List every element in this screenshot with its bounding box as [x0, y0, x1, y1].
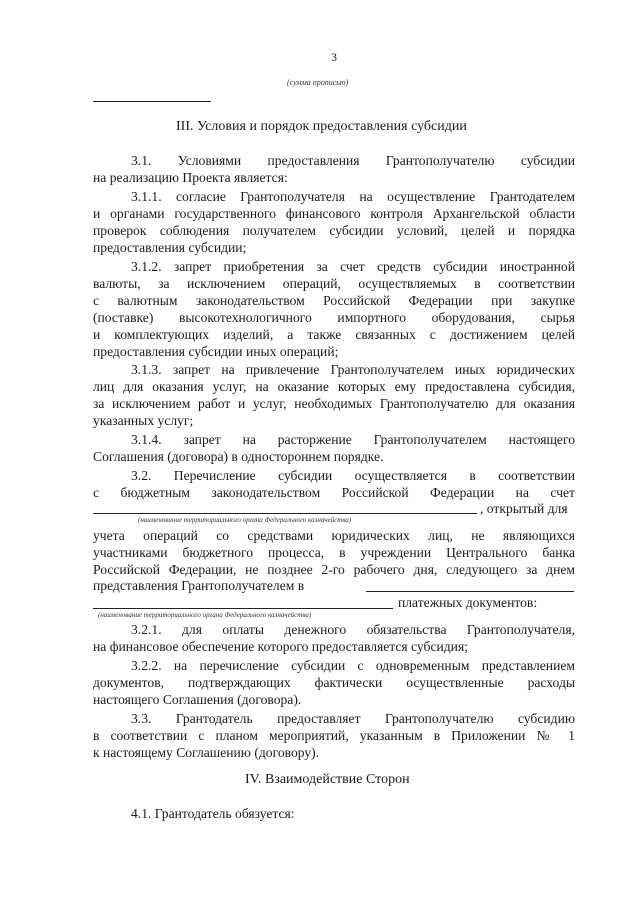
p3-1-line-2: на реализацию Проекта является: — [93, 170, 288, 185]
p3-1-2-line-3: с валютным законодательством Российской Федерации при закупке — [93, 293, 575, 308]
p3-2-submit: представления Грантополучателем в — [93, 578, 305, 593]
p3-1-3-line-3: за исключением работ и услуг, необходимых Грантополучателю для оказания — [93, 396, 575, 411]
p3-2-1-line-1: 3.2.1. для оплаты денежного обязательства Грантополучателя, — [131, 622, 575, 637]
p3-2-line-2: с бюджетным законодательством Российской Федерации на счет — [93, 485, 575, 500]
p3-1-2-line-5: и комплектующих изделий, а также связанных с достижением целей — [93, 327, 575, 342]
p3-2-1-line-2: на финансовое обеспечение которого предоставляется субсидия; — [93, 639, 468, 654]
treasury-caption-2: (наименование территориального органа Федерального казначейства) — [98, 611, 312, 619]
p3-2-2-line-3: настоящего Соглашения (договора). — [93, 692, 302, 707]
p3-1-4-line-2: Соглашения (договора) в одностороннем порядке. — [93, 449, 384, 464]
treasury-blank-line-2a — [366, 591, 574, 592]
section-4-heading: IV. Взаимодействие Сторон — [245, 772, 410, 787]
p3-1-3-line-4: указанных услуг; — [93, 413, 194, 428]
p3-1-line-1: 3.1. Условиями предоставления Грантополучателю субсидии — [131, 153, 575, 168]
p3-1-2-line-6: предоставления субсидии иных операций; — [93, 344, 339, 359]
p3-2-line-1: 3.2. Перечисление субсидии осуществляется в соответствии — [131, 468, 575, 483]
p3-1-1-line-4: предоставления субсидии; — [93, 240, 247, 255]
p4-1: 4.1. Грантодатель обязуется: — [131, 806, 295, 821]
p3-2-2-line-2: документов, подтверждающих фактически осуществленные расходы — [93, 675, 575, 690]
treasury-blank-line-2b — [93, 608, 393, 609]
amount-blank-line — [93, 101, 211, 102]
p3-2-cont-line-2: участниками бюджетного процесса, в учреждении Центрального банка — [93, 545, 575, 560]
p3-1-2-line-4: (поставке) высокотехнологичного импортного оборудования, сырья — [93, 310, 575, 325]
p3-1-2-line-1: 3.1.2. запрет приобретения за счет средств субсидии иностранной — [131, 259, 575, 274]
treasury-blank-line-1 — [93, 513, 477, 514]
p3-3-line-2: в соответствии с планом мероприятий, указанным в Приложении № 1 — [93, 728, 575, 743]
page-number: 3 — [331, 50, 337, 64]
p3-1-1-line-2: и органами государственного финансового контроля Архангельской области — [93, 206, 575, 221]
amount-in-words-caption: (сумма прописью) — [287, 78, 349, 87]
p3-3-line-3: к настоящему Соглашению (договору). — [93, 745, 320, 760]
p3-1-2-line-2: валюты, за исключением операций, осуществляемых в соответствии — [93, 276, 575, 291]
p3-2-open-for: , открытый для — [480, 501, 568, 516]
treasury-caption-1: (наименование территориального органа Федерального казначейства) — [138, 516, 352, 524]
section-3-heading: III. Условия и порядок предоставления субсидии — [176, 119, 467, 134]
p3-2-cont-line-1: учета операций со средствами юридических лиц, не являющихся — [93, 528, 575, 543]
p3-1-4-line-1: 3.1.4. запрет на расторжение Грантополучателем настоящего — [131, 432, 575, 447]
p3-1-3-line-1: 3.1.3. запрет на привлечение Грантополучателем иных юридических — [131, 362, 575, 377]
p3-2-payment-docs: платежных документов: — [398, 595, 538, 610]
p3-3-line-1: 3.3. Грантодатель предоставляет Грантополучателю субсидию — [131, 711, 575, 726]
p3-1-1-line-3: проверок соблюдения получателем субсидии условий, целей и порядка — [93, 223, 575, 238]
p3-1-1-line-1: 3.1.1. согласие Грантополучателя на осуществление Грантодателем — [131, 189, 575, 204]
p3-1-3-line-2: лиц для оказания услуг, на оказание которых ему предоставлена субсидия, — [93, 379, 575, 394]
p3-2-cont-line-3: Российской Федерации, не позднее 2-го рабочего дня, следующего за днем — [93, 562, 575, 577]
p3-2-2-line-1: 3.2.2. на перечисление субсидии с одновременным представлением — [131, 658, 575, 673]
